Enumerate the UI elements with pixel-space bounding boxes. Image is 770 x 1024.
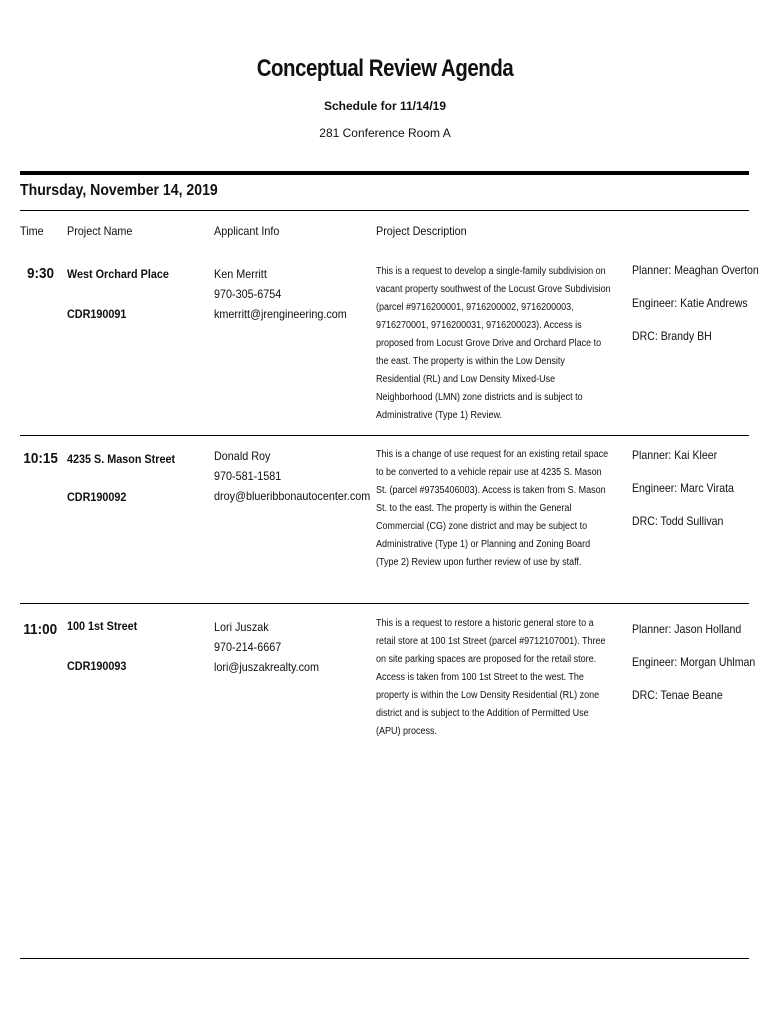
meeting-room: 281 Conference Room A — [319, 126, 451, 140]
applicant-phone: 970-305-6754 — [214, 287, 282, 301]
drc: DRC: Brandy BH — [632, 329, 712, 343]
planner: Planner: Jason Holland — [632, 622, 742, 636]
item-time: 9:30 — [26, 265, 54, 282]
engineer: Engineer: Morgan Uhlman — [632, 655, 756, 669]
top-divider — [20, 171, 749, 175]
staff-contacts — [632, 622, 755, 721]
engineer: Engineer: Katie Andrews — [632, 296, 748, 310]
engineer: Engineer: Marc Virata — [632, 481, 734, 495]
header-divider — [20, 210, 749, 211]
applicant-info — [214, 617, 319, 677]
applicant-info — [214, 446, 370, 506]
applicant-phone: 970-581-1581 — [214, 469, 282, 483]
project-name: West Orchard Place — [67, 267, 169, 281]
applicant-phone: 970-214-6667 — [214, 640, 282, 654]
applicant-name: Donald Roy — [214, 449, 271, 463]
item-time: 11:00 — [23, 621, 58, 638]
applicant-info — [214, 264, 347, 324]
staff-contacts — [632, 448, 734, 547]
column-header-applicant-info: Applicant Info — [214, 224, 280, 238]
page-title: Conceptual Review Agenda — [256, 55, 514, 82]
column-header-project-name: Project Name — [67, 224, 133, 238]
project-description: This is a request to develop a single-family subdivision on vacant property southwest of the Locust Grove Subdivision (parcel #9716200001, 9716200002, 9716200003, 9716270001, 9716200031, 9716200023). Access is proposed from Locust Grove Drive and Orchard Place to the east. The property is within the Low Density Residential (RL) and Low Density Mixed-Use Neighborhood (LMN) zone districts and is subject to Administrative (Type 1) Review. — [376, 266, 611, 421]
project-description: This is a change of use request for an existing retail space to be converted to a vehicle repair use at 4235 S. Mason St. (parcel #9735406003). Access is taken from S. Mason St. to the east. The property is within the General Commercial (CG) zone district and may be subject to Administrative (Type 1) or Planning and Zoning Board (Type 2) Review upon further review of use by staff. — [376, 449, 609, 568]
drc: DRC: Todd Sullivan — [632, 514, 724, 528]
project-description: This is a request to restore a historic general store to a retail store at 100 1st Street (parcel #9712107001). Three on site parking spaces are proposed for the retail store. Access is taken from 100 1st Street to the west. The property is within the Low Density Residential (RL) zone district and is subject to the Addition of Permitted Use (APU) process. — [376, 618, 606, 737]
planner: Planner: Meaghan Overton — [632, 263, 759, 277]
planner: Planner: Kai Kleer — [632, 448, 718, 462]
project-code: CDR190093 — [67, 659, 127, 673]
schedule-date: Schedule for 11/14/19 — [323, 99, 447, 113]
staff-contacts — [632, 263, 759, 362]
applicant-email: lori@juszakrealty.com — [214, 660, 319, 674]
item-time: 10:15 — [23, 450, 58, 467]
drc: DRC: Tenae Beane — [632, 688, 723, 702]
applicant-email: kmerritt@jrengineering.com — [214, 307, 347, 321]
applicant-email: droy@blueribbonautocenter.com — [214, 489, 371, 503]
row-divider — [20, 435, 749, 436]
project-name: 4235 S. Mason Street — [67, 452, 176, 466]
bottom-divider — [20, 958, 749, 959]
project-name: 100 1st Street — [67, 619, 138, 633]
row-divider — [20, 603, 749, 604]
applicant-name: Ken Merritt — [214, 267, 267, 281]
column-header-project-description: Project Description — [376, 224, 467, 238]
applicant-name: Lori Juszak — [214, 620, 269, 634]
project-code: CDR190092 — [67, 490, 127, 504]
project-code: CDR190091 — [67, 307, 127, 321]
column-header-time: Time — [20, 224, 44, 238]
date-heading: Thursday, November 14, 2019 — [20, 182, 218, 199]
